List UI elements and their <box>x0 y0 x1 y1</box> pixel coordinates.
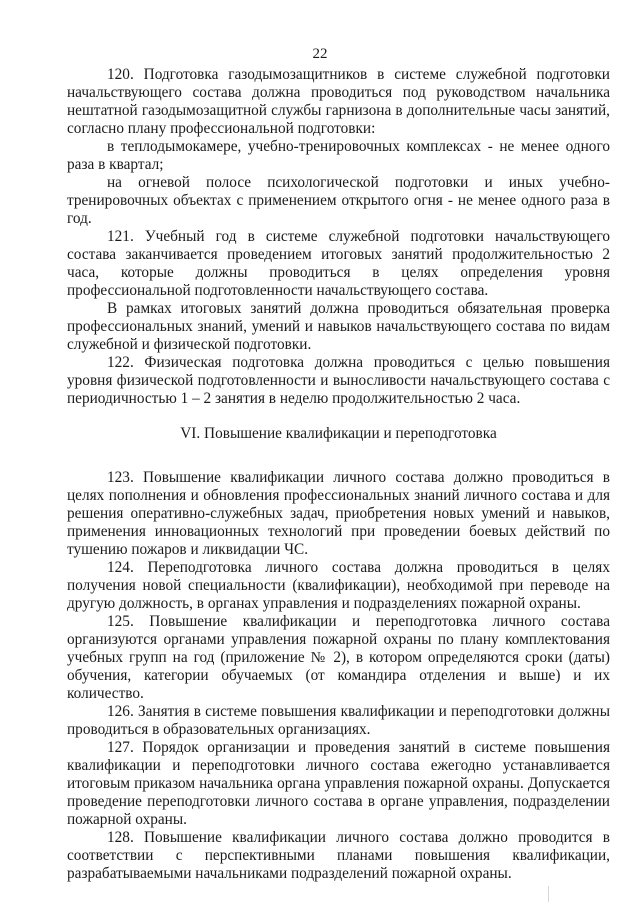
document-body <box>67 66 610 883</box>
paragraph-125: 125. Повышение квалификации и переподготовка личного состава организуются органами управления пожарной охраны по плану комплектования учебных групп на год (приложение № 2), в котором определяются сроки (даты) обучения, категории обучаемых (от командира отделения и выше) и их количество. <box>67 613 610 702</box>
section-heading: VI. Повышение квалификации и переподготовка <box>180 425 497 442</box>
paragraph-127: 127. Порядок организации и проведения занятий в системе повышения квалификации и переподготовки личного состава ежегодно устанавливается итоговым приказом начальника органа управления пожарной охраны. Допускается проведение переподготовки личного состава в органе управления, подразделении пожарной охраны. <box>67 739 610 828</box>
paragraph-128: 128. Повышение квалификации личного состава должно проводится в соответствии с перспективными планами повышения квалификации, разрабатываемыми начальниками подразделений пожарной охраны. <box>67 829 610 882</box>
paragraph-122: 122. Физическая подготовка должна проводиться с целью повышения уровня физической подготовленности и выносливости начальствующего состава с периодичностью 1 – 2 занятия в неделю продолжительностью 2 часа. <box>67 354 610 407</box>
paragraph-121: 121. Учебный год в системе служебной подготовки начальствующего состава заканчивается проведением итоговых занятий продолжительностью 2 часа, которые должны проводиться в целях определения уровня профессиональной подготовленности начальствующего состава. <box>67 228 610 299</box>
paragraph-124: 124. Переподготовка личного состава должна проводиться в целях получения новой специальности (квалификации), необходимой при переводе на другую должность, в органах управления и подразделениях пожарной охраны. <box>67 559 610 612</box>
paragraph-121-final-exam: В рамках итоговых занятий должна проводиться обязательная проверка профессиональных знаний, умений и навыков начальствующего состава по видам служебной и физической подготовки. <box>67 300 610 353</box>
paragraph-126: 126. Занятия в системе повышения квалификации и переподготовки должны проводиться в образовательных организациях. <box>67 703 610 738</box>
scan-mark <box>548 886 552 902</box>
paragraph-120: 120. Подготовка газодымозащитников в системе служебной подготовки начальствующего состава должна проводиться под руководством начальника нештатной газодымозащитной службы гарнизона в дополнительные часы занятий, согласно плану профессиональной подготовки: <box>67 66 610 137</box>
paragraph-123: 123. Повышение квалификации личного состава должно проводиться в целях пополнения и обновления профессиональных знаний личного состава и для решения оперативно-служебных задач, приобретения новых умений и навыков, применения инновационных технологий при проведении боевых действий по тушению пожаров и ликвидации ЧС. <box>67 469 610 558</box>
paragraph-120-item-smoke-chamber: в теплодымокамере, учебно-тренировочных комплексах - не менее одного раза в квартал; <box>67 138 610 173</box>
page-number: 22 <box>312 46 328 62</box>
paragraph-120-item-fire-strip: на огневой полосе психологической подготовки и иных учебно-тренировочных объектах с применением открытого огня - не менее одного раза в год. <box>67 174 610 227</box>
